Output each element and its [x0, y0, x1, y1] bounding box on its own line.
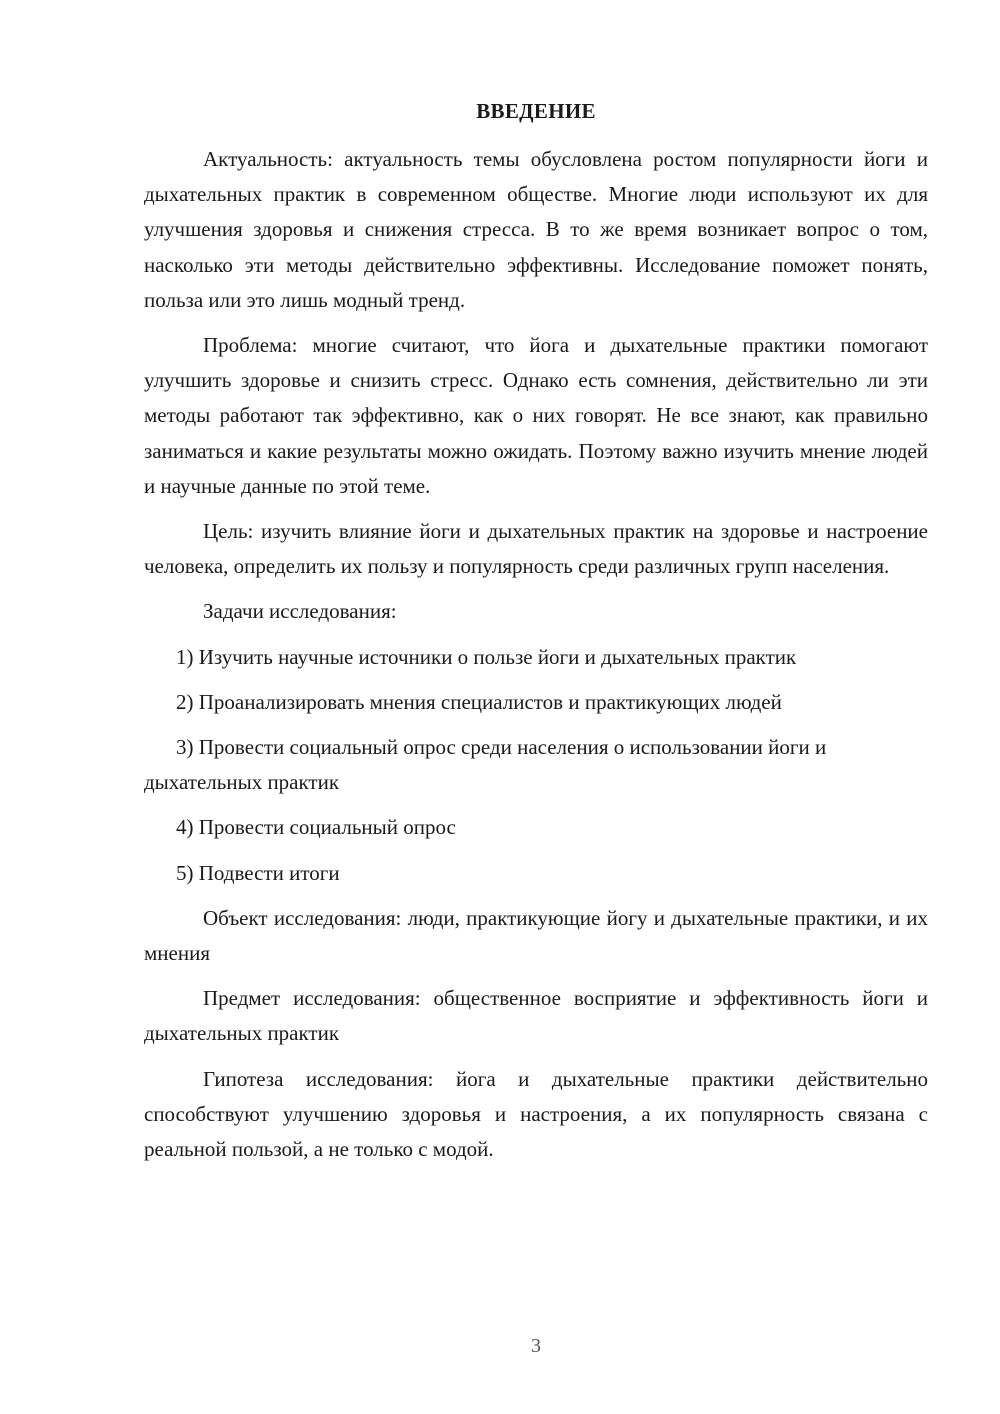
document-body: [144, 142, 928, 1167]
page-number: 3: [531, 1335, 541, 1357]
task-item-3: 3) Провести социальный опрос среди населения о использовании йоги и дыхательных практик: [144, 735, 827, 795]
paragraph-object: Объект исследования: люди, практикующие йогу и дыхательные практики, и их мнения: [144, 905, 928, 966]
task-item-2: 2) Проанализировать мнения специалистов и практикующих людей: [176, 689, 782, 714]
paragraph-subject: Предмет исследования: общественное восприятие и эффективность йоги и дыхательных практик: [144, 986, 928, 1046]
paragraph-goal: Цель: изучить влияние йоги и дыхательных практик на здоровье и настроение человека, определить их пользу и популярность среди различных групп населения.: [144, 519, 928, 579]
task-item-5: 5) Подвести итоги: [176, 860, 340, 885]
paragraph-hypothesis: Гипотеза исследования: йога и дыхательные практики действительно способствуют улучшению здоровья и настроения, а их популярность связана с реальной пользой, а не только с модой.: [144, 1066, 928, 1162]
task-item-1: 1) Изучить научные источники о пользе йоги и дыхательных практик: [176, 644, 797, 669]
task-item-4: 4) Провести социальный опрос: [176, 815, 456, 840]
section-heading: ВВЕДЕНИЕ: [476, 99, 596, 123]
paragraph-relevance: Актуальность: актуальность темы обусловлена ростом популярности йоги и дыхательных практик в современном обществе. Многие люди используют их для улучшения здоровья и снижения стресса. В то же время возникает вопрос о том, насколько эти методы действительно эффективны. Исследование поможет понять, польза или это лишь модный тренд.: [144, 147, 928, 312]
tasks-heading: Задачи исследования:: [203, 599, 397, 624]
paragraph-problem: Проблема: многие считают, что йога и дыхательные практики помогают улучшить здоровье и снизить стресс. Однако есть сомнения, действительно ли эти методы работают так эффективно, как о них говорят. Не все знают, как правильно заниматься и какие результаты можно ожидать. Поэтому важно изучить мнение людей и научные данные по этой теме.: [144, 333, 928, 498]
